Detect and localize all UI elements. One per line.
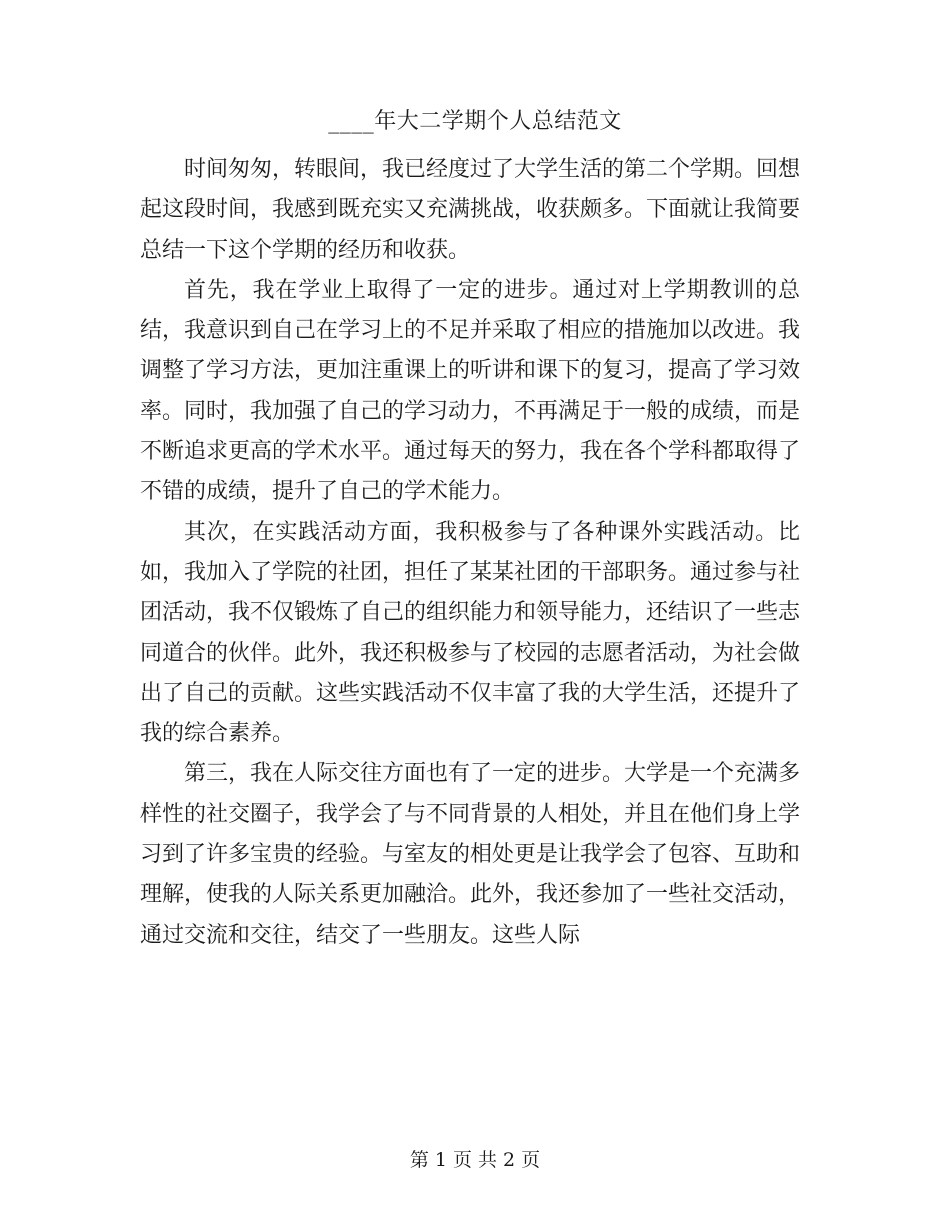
document-body [140,150,800,956]
paragraph-academics: 首先，我在学业上取得了一定的进步。通过对上学期教训的总结，我意识到自己在学习上的不足并采取了相应的措施加以改进。我调整了学习方法，更加注重课上的听讲和课下的复习，提高了学习效率。同时，我加强了自己的学习动力，不再满足于一般的成绩，而是不断追求更高的学术水平。通过每天的努力，我在各个学科都取得了不错的成绩，提升了自己的学术能力。 [140,277,801,505]
paragraph-activities: 其次，在实践活动方面，我积极参与了各种课外实践活动。比如，我加入了学院的社团，担任了某某社团的干部职务。通过参与社团活动，我不仅锻炼了自己的组织能力和领导能力，还结识了一些志同道合的伙伴。此外，我还积极参与了校园的志愿者活动，为社会做出了自己的贡献。这些实践活动不仅丰富了我的大学生活，还提升了我的综合素养。 [140,519,801,747]
paragraph-intro: 时间匆匆，转眼间，我已经度过了大学生活的第二个学期。回想起这段时间，我感到既充实又充满挑战，收获颇多。下面就让我简要总结一下这个学期的经历和收获。 [140,157,801,263]
paragraph-relationships: 第三，我在人际交往方面也有了一定的进步。大学是一个充满多样性的社交圈子，我学会了与不同背景的人相处，并且在他们身上学习到了许多宝贵的经验。与室友的相处更是让我学会了包容、互助和理解，使我的人际关系更加融洽。此外，我还参加了一些社交活动，通过交流和交往，结交了一些朋友。这些人际 [140,761,801,948]
page-footer: 第 1 页 共 2 页 [409,1149,541,1171]
document-title: ____年大二学期个人总结范文 [328,109,622,134]
